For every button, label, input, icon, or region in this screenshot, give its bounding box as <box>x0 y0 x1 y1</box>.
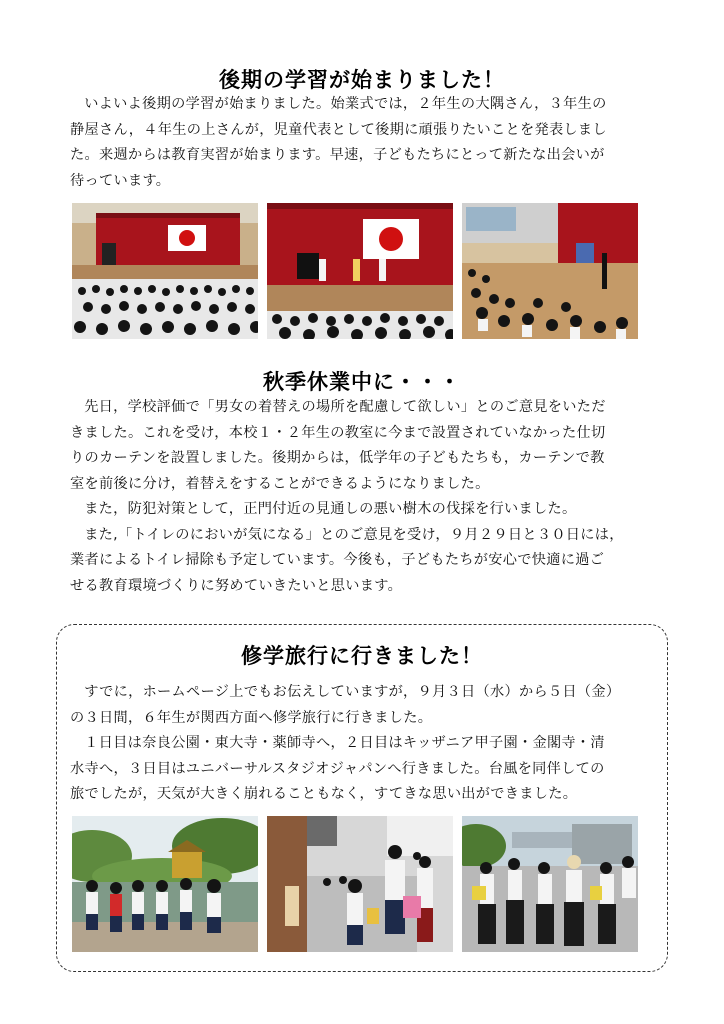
section1-body <box>70 92 664 194</box>
trip-photo-kinkakuji <box>72 816 258 952</box>
section2-line: りのカーテンを設置しました。後期からは，低学年の子どもたちも，カーテンで教 <box>70 450 605 466</box>
section2-line: 業者によるトイレ掃除も予定しています。今後も，子どもたちが安心で快適に過ご <box>70 552 605 568</box>
section1-line: た。来週からは教育実習が始まります。早速，子どもたちにとって新たな出会いが <box>70 147 605 163</box>
ceremony-photo-1 <box>72 203 258 339</box>
ceremony-photo-3 <box>462 203 638 339</box>
section3-line: すでに，ホームページ上でもお伝えしていますが，９月３日（水）から５日（金） <box>84 684 621 700</box>
section2-line: きました。これを受け，本校１・２年生の教室に今まで設置されていなかった仕切 <box>70 424 606 441</box>
section1-line: 待っています。 <box>70 172 171 189</box>
section2-title: 秋季休業中に・・・ <box>263 370 461 394</box>
section3-line: の３日間，６年生が関西方面へ修学旅行に行きました。 <box>70 709 433 726</box>
trip-photo-usj <box>462 816 638 952</box>
section2-line: せる教育環境づくりに努めていきたいと思います。 <box>70 577 403 594</box>
section1-line: 静屋さん，４年生の上さんが，児童代表として後期に頑張りたいことを発表しまし <box>70 121 607 138</box>
section3-line: 旅でしたが，天気が大きく崩れることもなく，すてきな思い出ができました。 <box>70 786 578 802</box>
section3-body <box>70 680 664 808</box>
trip-photo-street <box>267 816 453 952</box>
section1-title: 後期の学習が始まりました！ <box>219 68 505 92</box>
section2-body <box>70 395 664 599</box>
ceremony-photo-2 <box>267 203 453 339</box>
section2-line: 先日，学校評価で「男女の着替えの場所を配慮して欲しい」とのご意見をいただ <box>84 399 606 415</box>
section3-line: １日目は奈良公園・東大寺・薬師寺へ，２日目はキッザニア甲子園・金閣寺・清 <box>84 735 605 751</box>
section1-line: いよいよ後期の学習が始まりました。始業式では，２年生の大隅さん，３年生の <box>84 96 607 112</box>
section2-line: 室を前後に分け，着替えをすることができるようになりました。 <box>70 475 490 492</box>
section2-line: また，防犯対策として，正門付近の見通しの悪い樹木の伐採を行いました。 <box>84 501 577 517</box>
section3-title: 修学旅行に行きました！ <box>241 644 483 668</box>
section2-line: また,「トイレのにおいが気になる」とのご意見を受け，９月２９日と３０日には， <box>84 526 624 543</box>
section3-line: 水寺へ，３日目はユニバーサルスタジオジャパンへ行きました。台風を同伴しての <box>70 760 605 777</box>
